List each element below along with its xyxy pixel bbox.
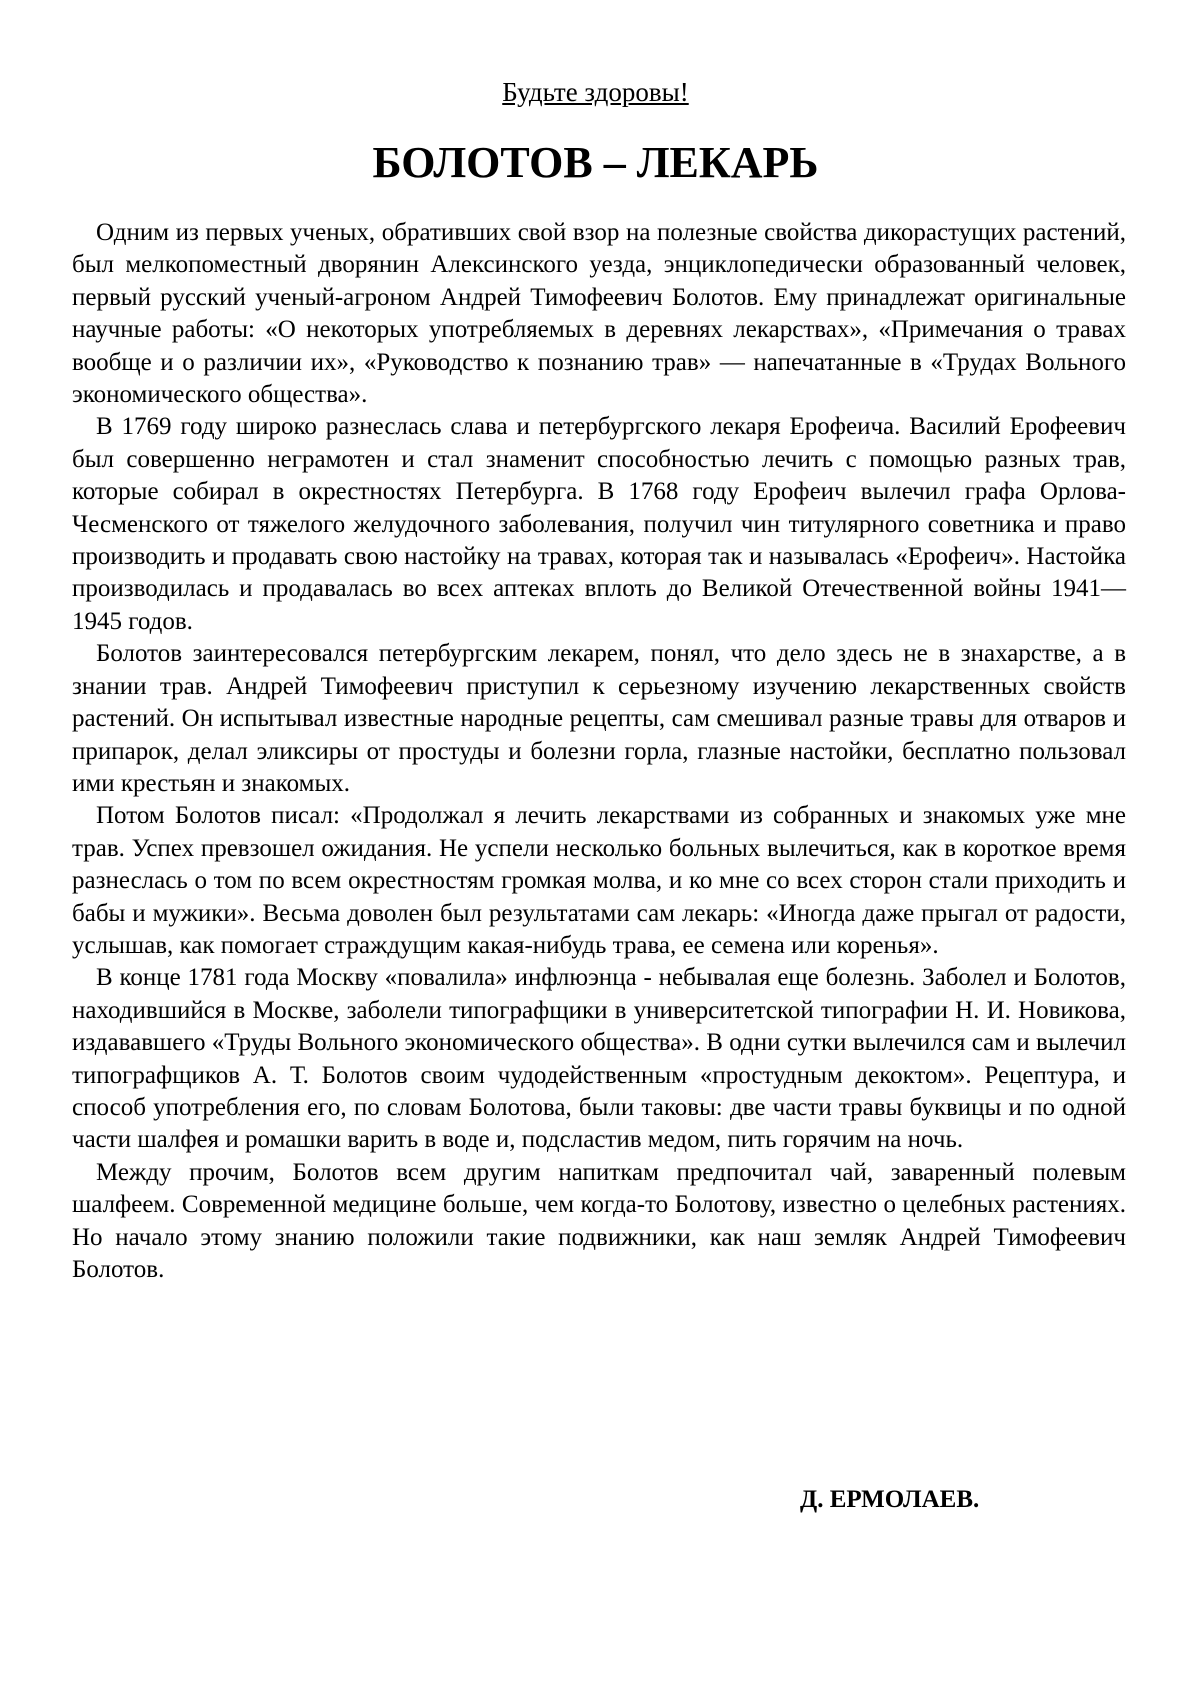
rubric-heading: Будьте здоровы! [502,77,689,107]
paragraph: Одним из первых ученых, обративших свой взор на полезные свойства дикорастущих растений, был мелкопоместный дворянин Алексинского уезда, энциклопедически образованный человек, первый русский ученый-агроном Андрей Тимофеевич Болотов. Ему принадлежат оригинальные научные работы: «О некоторых употребляемых в деревнях лекарствах», «Примечания о травах вообще и о различии их», «Руководство к познанию трав» — напечатанные в «Трудах Вольного экономического общества». [72,219,1126,409]
article-title: БОЛОТОВ – ЛЕКАРЬ [372,138,819,187]
article-body [72,217,1126,1286]
paragraph: В конце 1781 года Москву «повалила» инфлюэнца - небывалая еще болезнь. Заболел и Болотов, находившийся в Москве, заболели типографщики в университетской типографии Н. И. Новикова, издававшего «Труды Вольного экономического общества». В одни сутки вылечился сам и вылечил типографщиков А. Т. Болотов своим чудодейственным «простудным декоктом». Рецептура, и способ употребления его, по словам Болотова, были таковы: две части травы буквицы и по одной части шалфея и ромашки варить в воде и, подсластив медом, пить горячим на ночь. [72,964,1126,1154]
author-signature: Д. ЕРМОЛАЕВ. [800,1486,980,1513]
paragraph: Потом Болотов писал: «Продолжал я лечить лекарствами из собранных и знакомых уже мне трав. Успех превзошел ожидания. Не успели несколько больных вылечиться, как в короткое время разнеслась о том по всем окрестностям громкая молва, и ко мне со всех сторон стали приходить и бабы и мужики». Весьма доволен был результатами сам лекарь: «Иногда даже прыгал от радости, услышав, как помогает страждущим какая-нибудь трава, ее семена или коренья». [72,802,1126,959]
paragraph: В 1769 году широко разнеслась слава и петербургского лекаря Ерофеича. Василий Ерофеевич был совершенно неграмотен и стал знаменит способностью лечить с помощью разных трав, которые собирал в окрестностях Петербурга. В 1768 году Ерофеич вылечил графа Орлова-Чесменского от тяжелого желудочного заболевания, получил чин титулярного советника и право производить и продавать свою настойку на травах, которая так и называлась «Ерофеич». Настойка производилась и продавалась во всех аптеках вплоть до Великой Отечественной войны 1941—1945 годов. [72,413,1126,635]
paragraph: Болотов заинтересовался петербургским лекарем, понял, что дело здесь не в знахарстве, а в знании трав. Андрей Тимофеевич приступил к серьезному изучению лекарственных свойств растений. Он испытывал известные народные рецепты, сам смешивал разные травы для отваров и припарок, делал эликсиры от простуды и болезни горла, глазные настойки, бесплатно пользовал ими крестьян и знакомых. [72,640,1126,797]
paragraph: Между прочим, Болотов всем другим напиткам предпочитал чай, заваренный полевым шалфеем. Современной медицине больше, чем когда-то Болотову, известно о целебных растениях. Но начало этому знанию положили такие подвижники, как наш земляк Андрей Тимофеевич Болотов. [72,1158,1126,1283]
